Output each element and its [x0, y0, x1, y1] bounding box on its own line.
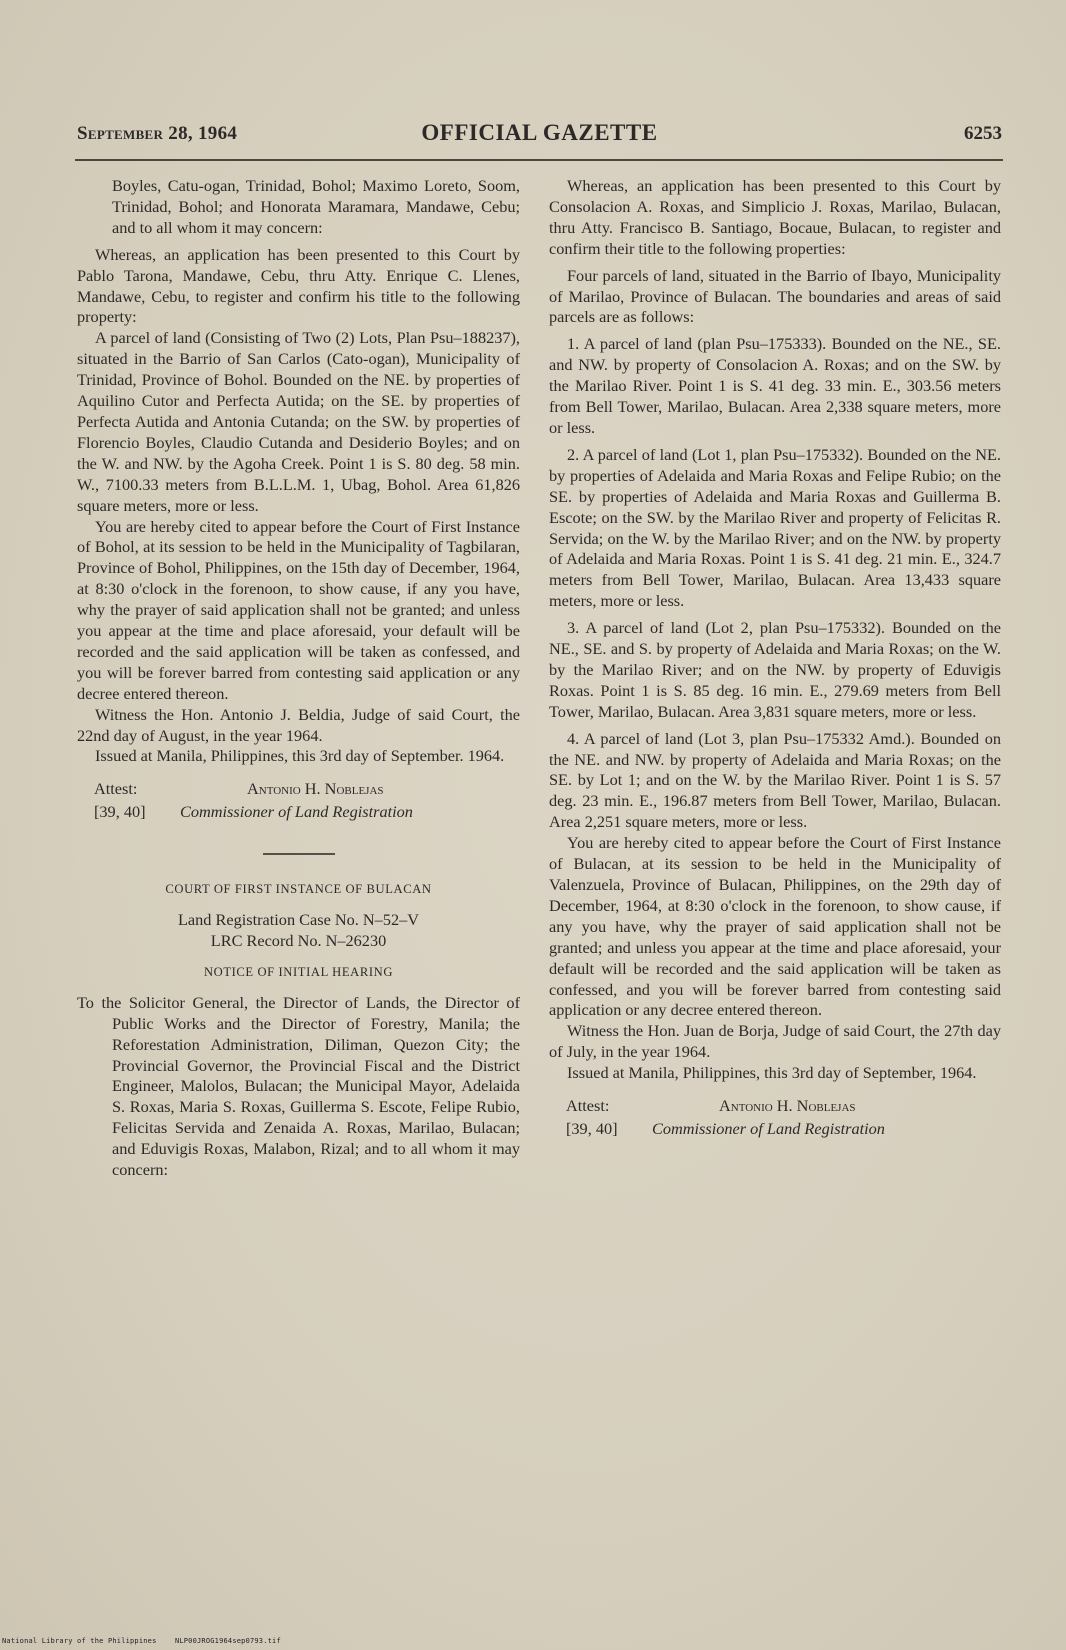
attest-title: Commissioner of Land Registration [180, 802, 413, 822]
parcel-1: 1. A parcel of land (plan Psu–175333). Bounded on the NE., SE. and NW. by property of Consolacion A. Roxas; and on the SW. by the Marilao River. Point 1 is S. 41 deg. 33 min. E., 303.56 meters from Bell Tower, Marilao, Bulacan. Area 2,338 square meters, more or less. [549, 334, 1001, 437]
publication-title: OFFICIAL GAZETTE [421, 120, 658, 145]
left-column [77, 176, 520, 1181]
parcel-2: 2. A parcel of land (Lot 1, plan Psu–175332). Bounded on the NE. by properties of Adelaida and Maria Roxas and Felipe Rubio; on the SE. by properties of Adelaida and Maria Roxas and Guillerma B. Escote; on the SW. by the Marilao River and property of Felicitas R. Servida; on the W. by the Marilao River; and on the NW. by property of Adelaida and Maria Roxas. Point 1 is S. 41 deg. 21 min. E., 324.7 meters from Bell Tower, Marilao, Bulacan. Area 13,433 square meters, more or less. [549, 444, 1001, 611]
library-credit: National Library of the Philippines [2, 1637, 157, 1645]
parcel-4: 4. A parcel of land (Lot 3, plan Psu–175332 Amd.). Bounded on the NE. and NW. by property of Adelaida and Maria Roxas; on the SE. by Lot 1; and on the W. by the Marilao River. Point 1 is S. 57 deg. 23 min. E., 196.87 meters from Bell Tower, Marilao, Bulacan. Area 2,251 square meters, more or less. [549, 728, 1001, 832]
scan-footer [2, 1637, 281, 1645]
addressee-continuation: Boyles, Catu-ogan, Trinidad, Bohol; Maximo Loreto, Soom, Trinidad, Bohol; and Honorata Maramara, Mandawe, Cebu; and to all whom it may concern: [112, 176, 520, 237]
witness-paragraph: Witness the Hon. Juan de Borja, Judge of said Court, the 27th day of July, in the year 1964. [549, 1021, 1001, 1062]
citation-paragraph: You are hereby cited to appear before the Court of First Instance of Bulacan, at its session to be held in the Municipality of Valenzuela, Province of Bulacan, Philippines, on the 29th day of December, 1964, at 8:30 o'clock in the forenoon, to show cause, if any you have, why the prayer of said application shall not be granted; and unless you appear at the time and place aforesaid, your default will be recorded and the said application will be taken as confessed, and you will be forever barred from contesting said application or any decree entered thereon. [549, 833, 1001, 1020]
page-number: 6253 [964, 123, 1002, 144]
issued-paragraph: Issued at Manila, Philippines, this 3rd day of September, 1964. [567, 1063, 977, 1083]
attest-title: Commissioner of Land Registration [652, 1118, 885, 1138]
header-rule [75, 159, 1003, 161]
attestation [549, 1096, 1001, 1140]
court-heading: COURT OF FIRST INSTANCE OF BULACAN [165, 882, 432, 897]
witness-paragraph: Witness the Hon. Antonio J. Beldia, Judge of said Court, the 22nd day of August, in the year 1964. [77, 704, 520, 745]
right-column [549, 176, 1001, 1140]
notice-heading: NOTICE OF INITIAL HEARING [203, 964, 394, 979]
attest-label: Attest: [94, 779, 138, 799]
whereas-paragraph: Whereas, an application has been presented to this Court by Pablo Tarona, Mandawe, Cebu, thru Atty. Enrique C. Llenes, Mandawe, Cebu, to register and confirm his title to the following property: [77, 244, 520, 327]
to-addressees: To the Solicitor General, the Director of Lands, the Director of Public Works and the Director of Forestry, Manila; the Reforestation Administration, Diliman, Quezon City; the Provincial Governor, the Provincial Fiscal and the District Engineer, Malolos, Bulacan; the Municipal Mayor, Adelaida S. Roxas, Maria S. Roxas, Guillerma S. Escote, Felipe Rubio, Felicitas Servida and Zenaida A. Roxas, Marilao, Bulacan; and Eduvigis Roxas, Malabon, Rizal; and to all whom it may concern: [77, 992, 520, 1180]
parcel-3: 3. A parcel of land (Lot 2, plan Psu–175332). Bounded on the NE., SE. and S. by property of Adelaida and Maria Roxas; on the W. by the Marilao River; and on the NW. by property of Eduvigis Roxas. Point 1 is S. 85 deg. 16 min. E., 279.69 meters from Bell Tower, Marilao, Bulacan. Area 3,831 square meters, more or less. [549, 618, 1001, 721]
four-parcels-paragraph: Four parcels of land, situated in the Barrio of Ibayo, Municipality of Marilao, Province of Bulacan. The boundaries and areas of said parcels are as follows: [549, 265, 1001, 327]
case-number: Land Registration Case No. N–52–V [177, 910, 419, 930]
citation-paragraph: You are hereby cited to appear before the Court of First Instance of Bohol, at its session to be held in the Municipality of Tagbilaran, Province of Bohol, Philippines, on the 15th day of December, 1964, at 8:30 o'clock in the forenoon, to show cause, if any you have, why the prayer of said application shall not be granted; and unless you appear at the time and place aforesaid, your default will be recorded and the said application will be taken as confessed, and you will be forever barred from contesting said application or any decree entered thereon. [77, 516, 520, 703]
attest-name: Antonio H. Noblejas [247, 779, 384, 799]
issued-paragraph: Issued at Manila, Philippines, this 3rd day of September. 1964. [95, 746, 505, 766]
whereas-paragraph: Whereas, an application has been presented to this Court by Consolacion A. Roxas, and Simplicio J. Roxas, Marilao, Bulacan, thru Atty. Francisco B. Santiago, Bocaue, Bulacan, to register and confirm their title to the following properties: [549, 176, 1001, 258]
attestation [77, 779, 520, 823]
issue-date: September 28, 1964 [77, 123, 238, 144]
section-divider [263, 853, 335, 855]
attest-label: Attest: [566, 1096, 610, 1116]
attest-ref: [39, 40] [566, 1118, 618, 1138]
record-number: LRC Record No. N–26230 [210, 931, 387, 950]
page-header [77, 121, 1002, 157]
scan-filename: NLP00JROG1964sep0793.tif [174, 1637, 281, 1645]
attest-ref: [39, 40] [94, 802, 146, 822]
parcel-description: A parcel of land (Consisting of Two (2) Lots, Plan Psu–188237), situated in the Barrio of San Carlos (Cato-ogan), Municipality of Trinidad, Province of Bohol. Bounded on the NE. by properties of Aquilino Cutor and Perfecta Autida; on the SE. by properties of Perfecta Autida and Antonia Cutanda; on the SW. by properties of Florencio Boyles, Claudio Cutanda and Desiderio Boyles; and on the W. and NW. by the Agoha Creek. Point 1 is S. 80 deg. 58 min. W., 7100.33 meters from B.L.L.M. 1, Ubag, Bohol. Area 61,826 square meters, more or less. [77, 328, 520, 515]
attest-name: Antonio H. Noblejas [719, 1096, 856, 1116]
